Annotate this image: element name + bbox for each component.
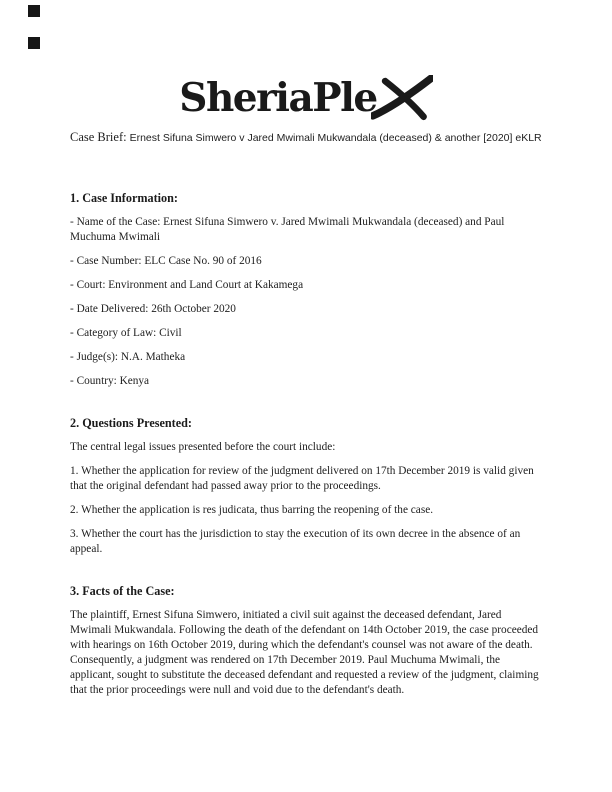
case-info-name: - Name of the Case: Ernest Sifuna Simwero v. Jared Mwimali Mukwandala (deceased) and Paul Muchuma Mwimali bbox=[70, 216, 505, 243]
case-info-number: - Case Number: ELC Case No. 90 of 2016 bbox=[70, 255, 262, 267]
corner-mark-top bbox=[28, 5, 40, 17]
case-info-date: - Date Delivered: 26th October 2020 bbox=[70, 303, 236, 315]
logo-x-icon bbox=[371, 75, 433, 121]
logo-wordmark: SheriaPle bbox=[179, 75, 377, 121]
page-content bbox=[0, 72, 612, 698]
document-title-prefix: Case Brief: bbox=[70, 130, 127, 144]
question-2: 2. Whether the application is res judicata, thus barring the reopening of the case. bbox=[70, 504, 434, 516]
sheriaplex-logo bbox=[70, 72, 542, 121]
corner-mark-bottom bbox=[28, 37, 40, 49]
case-info-category: - Category of Law: Civil bbox=[70, 327, 182, 339]
facts-paragraph: The plaintiff, Ernest Sifuna Simwero, initiated a civil suit against the deceased defendant, Jared Mwimali Mukwandala. Following the death of the defendant on 14th October 2019, the case proceeded with hearings on 16th October 2019, during which the defendant's counsel was not aware of the death. Consequently, a judgment was rendered on 17th December 2019. Paul Muchuma Mwimali, the applicant, sought to substitute the deceased defendant and requested a review of the judgment, claiming that the prior proceedings were null and void due to the defendant's death. bbox=[70, 609, 539, 696]
case-info-judges: - Judge(s): N.A. Matheka bbox=[70, 351, 186, 363]
document-title bbox=[70, 130, 542, 145]
questions-intro: The central legal issues presented before the court include: bbox=[70, 441, 336, 453]
section-facts bbox=[70, 584, 542, 698]
section-heading-case-information: 1. Case Information: bbox=[70, 191, 178, 205]
section-heading-facts: 3. Facts of the Case: bbox=[70, 584, 175, 598]
section-case-information bbox=[70, 191, 542, 389]
section-questions-presented bbox=[70, 416, 542, 557]
case-info-court: - Court: Environment and Land Court at Kakamega bbox=[70, 279, 304, 291]
question-1: 1. Whether the application for review of the judgment delivered on 17th December 2019 is valid given that the original defendant had passed away prior to the proceedings. bbox=[70, 465, 534, 492]
section-heading-questions: 2. Questions Presented: bbox=[70, 416, 192, 430]
case-info-country: - Country: Kenya bbox=[70, 375, 150, 387]
document-title-text: Ernest Sifuna Simwero v Jared Mwimali Mukwandala (deceased) & another [2020] eKLR bbox=[129, 132, 542, 144]
question-3: 3. Whether the court has the jurisdiction to stay the execution of its own decree in the absence of an appeal. bbox=[70, 528, 521, 555]
